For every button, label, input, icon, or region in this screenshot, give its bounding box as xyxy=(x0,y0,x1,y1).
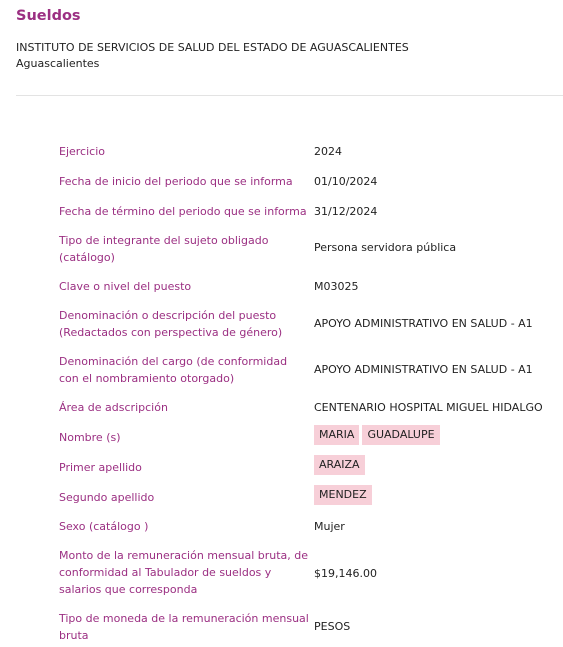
field-value: APOYO ADMINISTRATIVO EN SALUD - A1 xyxy=(314,363,533,376)
field-value: APOYO ADMINISTRATIVO EN SALUD - A1 xyxy=(314,317,533,330)
field-value: M03025 xyxy=(314,280,359,293)
field-label: Fecha de inicio del periodo que se informa xyxy=(59,175,293,188)
field-label: Ejercicio xyxy=(59,145,105,158)
field-label: Tipo de moneda de la remuneración mensual bruta xyxy=(59,612,309,642)
field-label: Tipo de integrante del sujeto obligado (catálogo) xyxy=(59,234,269,264)
page-title: Sueldos xyxy=(16,8,81,24)
field-value: 31/12/2024 xyxy=(314,205,378,218)
field-value xyxy=(314,485,375,505)
field-value: Persona servidora pública xyxy=(314,241,457,254)
field-label: Segundo apellido xyxy=(59,491,155,504)
field-label: Monto de la remuneración mensual bruta, de conformidad al Tabulador de sueldos y salarios que corresponda xyxy=(59,549,309,596)
field-value xyxy=(314,425,443,445)
field-value: PESOS xyxy=(314,620,351,633)
name-chip: MARIA xyxy=(314,425,359,445)
field-label: Primer apellido xyxy=(59,461,142,474)
field-label: Clave o nivel del puesto xyxy=(59,280,192,293)
field-label: Área de adscripción xyxy=(59,401,168,414)
surname-chip: ARAIZA xyxy=(314,455,365,475)
institution-info xyxy=(16,40,409,72)
institution-state: Aguascalientes xyxy=(16,57,100,70)
field-value xyxy=(314,455,368,475)
field-value: CENTENARIO HOSPITAL MIGUEL HIDALGO xyxy=(314,401,543,414)
field-label: Sexo (catálogo ) xyxy=(59,520,149,533)
field-value: 01/10/2024 xyxy=(314,175,378,188)
field-label: Fecha de término del periodo que se informa xyxy=(59,205,307,218)
name-chip: GUADALUPE xyxy=(362,425,439,445)
field-value: $19,146.00 xyxy=(314,567,377,580)
surname-chip: MENDEZ xyxy=(314,485,372,505)
field-label: Nombre (s) xyxy=(59,431,121,444)
divider xyxy=(16,95,563,96)
field-value: 2024 xyxy=(314,145,342,158)
field-value: Mujer xyxy=(314,520,345,533)
field-label: Denominación o descripción del puesto (Redactados con perspectiva de género) xyxy=(59,309,283,339)
institution-name: INSTITUTO DE SERVICIOS DE SALUD DEL ESTADO DE AGUASCALIENTES xyxy=(16,41,409,54)
field-label: Denominación del cargo (de conformidad con el nombramiento otorgado) xyxy=(59,355,288,385)
